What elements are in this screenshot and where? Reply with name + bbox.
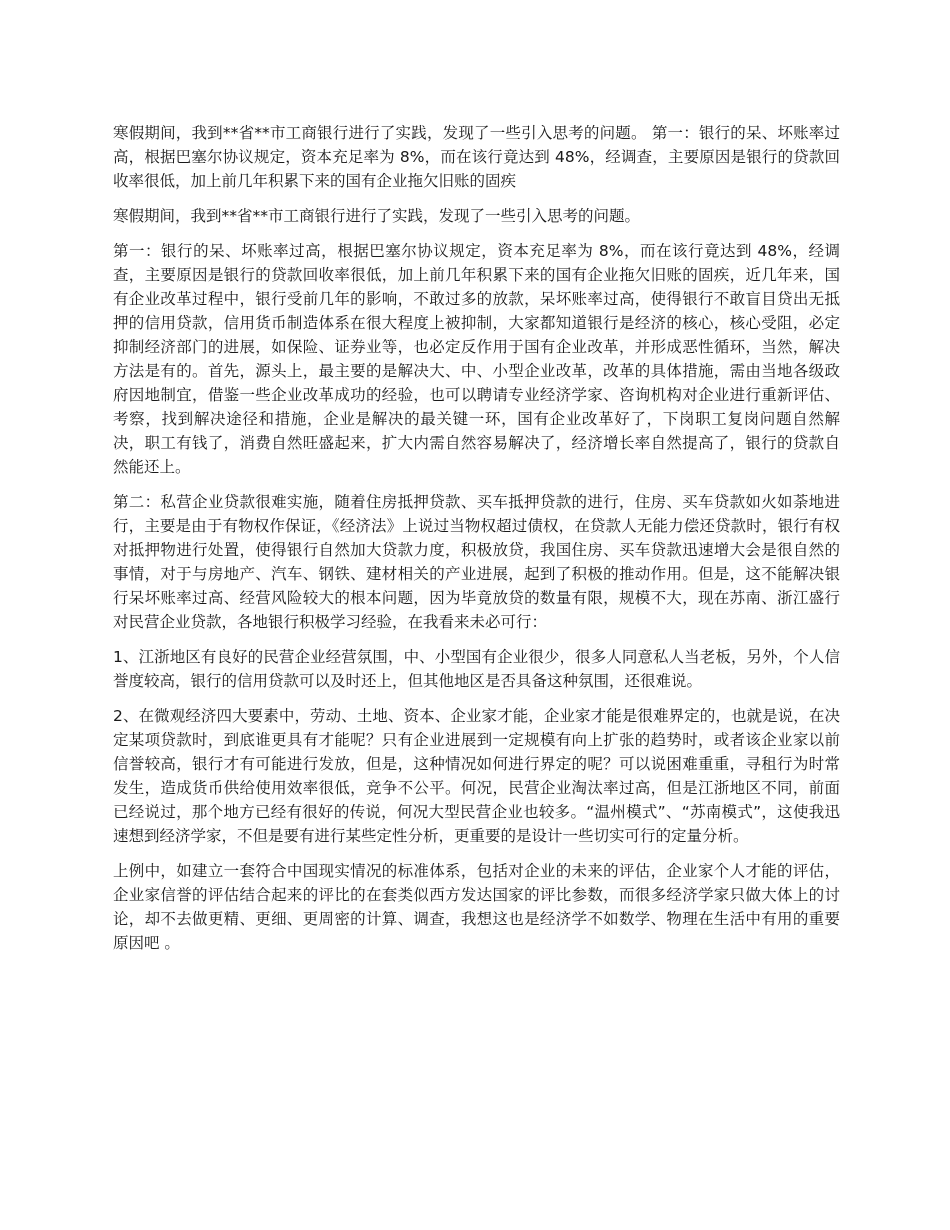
paragraph-summary: 寒假期间，我到**省**市工商银行进行了实践，发现了一些引入思考的问题。 第一：银行的呆、坏账率过高，根据巴塞尔协议规定，资本充足率为 8%，而在该行竟达到 48%，经调查，主要原因是银行的贷款回收率很低，加上前几年积累下来的国有企业拖欠旧账的固疾 <box>113 124 840 190</box>
paragraph-second-issue: 第二：私营企业贷款很难实施，随着住房抵押贷款、买车抵押贷款的进行，住房、买车贷款如火如荼地进行，主要是由于有物权作保证，《经济法》上说过当物权超过债权，在贷款人无能力偿还贷款时，银行有权对抵押物进行处置，使得银行自然加大贷款力度，积极放贷，我国住房、买车贷款迅速增大会是很自然的事情，对于与房地产、汽车、钢铁、建材相关的产业进展，起到了积极的推动作用。但是，这不能解决银行呆坏账率过高、经营风险较大的根本问题，因为毕竟放贷的数量有限，规模不大，现在苏南、浙江盛行对民营企业贷款，各地银行积极学习经验，在我看来未必可行： <box>113 493 840 631</box>
document-body <box>113 121 840 966</box>
paragraph-conclusion: 上例中，如建立一套符合中国现实情况的标准体系，包括对企业的未来的评估，企业家个人才能的评估，企业家信誉的评估结合起来的评比的在套类似西方发达国家的评比参数，而很多经济学家只做大体上的讨论，却不去做更精、更细、更周密的计算、调查，我想这也是经济学不如数学、物理在生活中有用的重要原因吧 。 <box>113 862 840 952</box>
paragraph-first-issue: 第一：银行的呆、坏账率过高，根据巴塞尔协议规定，资本充足率为 8%，而在该行竟达到 48%，经调查，主要原因是银行的贷款回收率很低，加上前几年积累下来的国有企业拖欠旧账的固疾，近几年来，国有企业改革过程中，银行受前几年的影响，不敢过多的放款，呆坏账率过高，使得银行不敢盲目贷出无抵押的信用贷款，信用货币制造体系在很大程度上被抑制，大家都知道银行是经济的核心，核心受阻，必定抑制经济部门的进展，如保险、证券业等，也必定反作用于国有企业改革，并形成恶性循环，当然，解决方法是有的。首先，源头上，最主要的是解决大、中、小型企业改革，改革的具体措施，需由当地各级政府因地制宜，借鉴一些企业改革成功的经验，也可以聘请专业经济学家、咨询机构对企业进行重新评估、考察，找到解决途径和措施，企业是解决的最关键一环，国有企业改革好了，下岗职工复岗问题自然解决，职工有钱了，消费自然旺盛起来，扩大内需自然容易解决了，经济增长率自然提高了，银行的贷款自然能还上。 <box>113 242 840 476</box>
paragraph-intro: 寒假期间，我到**省**市工商银行进行了实践，发现了一些引入思考的问题。 <box>113 207 641 225</box>
paragraph-point-2: 2、在微观经济四大要素中，劳动、土地、资本、企业家才能，企业家才能是很难界定的，也就是说，在决定某项贷款时，到底谁更具有才能呢？只有企业进展到一定规模有向上扩张的趋势时，或者该企业家以前信誉较高，银行才有可能进行发放，但是，这种情况如何进行界定的呢？可以说困难重重，寻租行为时常发生，造成货币供给使用效率很低，竞争不公平。何况，民营企业淘汰率过高，但是江浙地区不同，前面已经说过，那个地方已经有很好的传说，何况大型民营企业也较多。“温州模式”、“苏南模式”，这使我迅速想到经济学家，不但是要有进行某些定性分析，更重要的是设计一些切实可行的定量分析。 <box>113 707 840 845</box>
paragraph-point-1: 1、江浙地区有良好的民营企业经营氛围，中、小型国有企业很少，很多人同意私人当老板，另外，个人信誉度较高，银行的信用贷款可以及时还上，但其他地区是否具备这种氛围，还很难说。 <box>113 648 840 690</box>
